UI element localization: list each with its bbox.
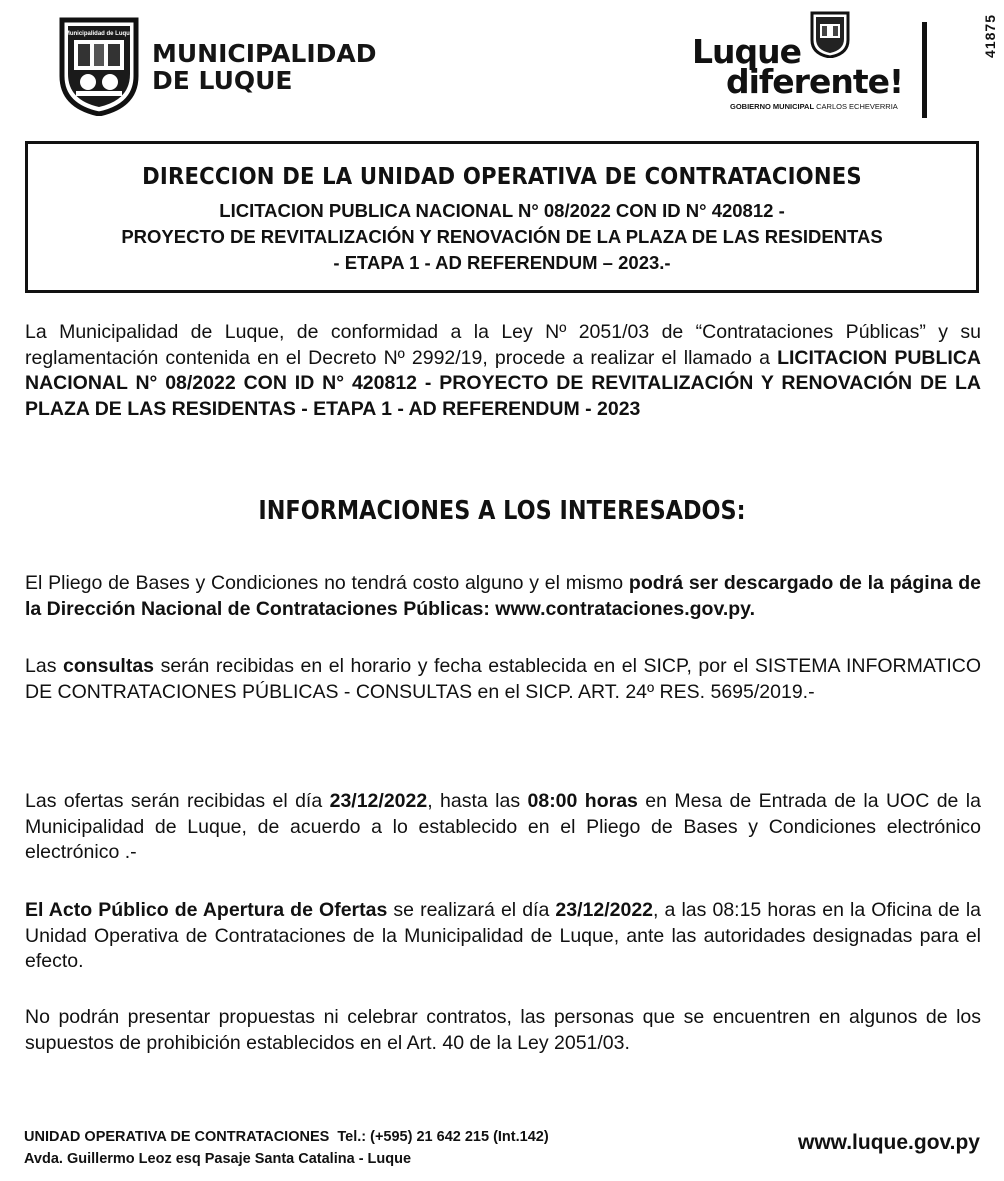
municipal-crest-icon bbox=[58, 14, 140, 116]
title-sub bbox=[28, 198, 976, 276]
p3-b: 23/12/2022 bbox=[329, 790, 428, 812]
p1-b: podrá ser descargado de la página de la Dirección Nacional de Contrataciones Públicas: www.contrataciones.gov.py. bbox=[25, 572, 982, 620]
p4-b: se realizará el día bbox=[387, 899, 556, 921]
footer-line1: UNIDAD OPERATIVA DE CONTRATACIONES Tel.: (+595) 21 642 215 (Int.142) bbox=[24, 1129, 549, 1145]
brand-divider bbox=[922, 22, 927, 118]
header bbox=[0, 0, 1004, 130]
muni-line2: DE LUQUE bbox=[152, 66, 293, 95]
footer-website[interactable]: www.luque.gov.py bbox=[797, 1131, 980, 1154]
intro-paragraph bbox=[25, 320, 981, 422]
section-title: INFORMACIONES A LOS INTERESADOS: bbox=[258, 496, 746, 526]
brand-subtitle bbox=[730, 102, 898, 111]
intro-text: La Municipalidad de Luque, de conformidad a la Ley Nº 2051/03 de “Contrataciones Públicas” y su reglamentación contenida en el Decreto Nº 2992/19, procede a realizar el llamado a bbox=[25, 321, 981, 369]
p4-c: 23/12/2022 bbox=[555, 899, 654, 921]
brand-sub-bold: GOBIERNO MUNICIPAL bbox=[730, 102, 815, 111]
brand-sub-rest: CARLOS ECHEVERRIA bbox=[816, 102, 898, 111]
title-sub-line1: LICITACION PUBLICA NACIONAL N° 08/2022 CON ID N° 420812 - bbox=[219, 200, 785, 221]
publication-code: 41875 bbox=[982, 14, 998, 58]
brand-logo bbox=[690, 10, 940, 115]
p3-e: en Mesa de Entrada de la UOC de la Municipalidad de Luque, de acuerdo a lo establecido en el Pliego de Bases y Condiciones electrónico electrónico .- bbox=[25, 790, 981, 863]
p3-c: , hasta las bbox=[427, 790, 528, 812]
p5-text: No podrán presentar propuestas ni celebrar contratos, las personas que se encuentren en algunos de los supuestos de prohibición establecidos en el Art. 40 de la Ley 2051/03. bbox=[25, 1006, 981, 1054]
p2-c: serán recibidas en el horario y fecha establecida en el SICP, por el SISTEMA INFORMATICO DE CONTRATACIONES PÚBLICAS - CONSULTAS en el SICP. ART. 24º RES. 5695/2019.- bbox=[25, 655, 982, 703]
paragraph-apertura bbox=[25, 898, 981, 975]
intro-bold: LICITACION PUBLICA NACIONAL N° 08/2022 CON ID N° 420812 - PROYECTO DE REVITALIZACIÓN Y RENOVACIÓN DE LA PLAZA DE LAS RESIDENTAS - ETAPA 1 - AD REFERENDUM - 2023 bbox=[25, 346, 981, 420]
p4-d: , a las 08:15 horas en la Oficina de la Unidad Operativa de Contrataciones de la Municipalidad de Luque, ante las autoridades designadas para el efecto. bbox=[25, 899, 981, 972]
title-sub-line2: PROYECTO DE REVITALIZACIÓN Y RENOVACIÓN DE LA PLAZA DE LAS RESIDENTAS bbox=[121, 226, 883, 247]
p4-a: El Acto Público de Apertura de Ofertas bbox=[25, 899, 388, 921]
title-main: DIRECCION DE LA UNIDAD OPERATIVA DE CONTRATACIONES bbox=[142, 164, 862, 190]
p2-b: consultas bbox=[63, 655, 155, 677]
brand-line1: Luque bbox=[692, 32, 802, 71]
footer-line2: Avda. Guillermo Leoz esq Pasaje Santa Catalina - Luque bbox=[24, 1151, 412, 1167]
p2-a: Las bbox=[25, 655, 63, 677]
paragraph-ofertas bbox=[25, 789, 981, 866]
brand-line2: diferente! bbox=[726, 62, 904, 101]
paragraph-consultas bbox=[25, 654, 981, 705]
p3-d: 08:00 horas bbox=[527, 790, 638, 812]
muni-line1: MUNICIPALIDAD bbox=[152, 39, 377, 68]
p1-a: El Pliego de Bases y Condiciones no tendrá costo alguno y el mismo bbox=[25, 572, 629, 594]
title-sub-line3: - ETAPA 1 - AD REFERENDUM – 2023.- bbox=[333, 252, 671, 273]
title-box bbox=[25, 141, 979, 293]
brand-crest-icon bbox=[810, 10, 850, 58]
paragraph-prohibicion bbox=[25, 1005, 981, 1056]
p3-a: Las ofertas serán recibidas el día bbox=[25, 790, 330, 812]
municipality-name bbox=[152, 40, 377, 94]
crest-text: Municipalidad de Luque bbox=[64, 31, 134, 37]
footer-contact bbox=[24, 1126, 549, 1170]
paragraph-pliego bbox=[25, 571, 981, 622]
